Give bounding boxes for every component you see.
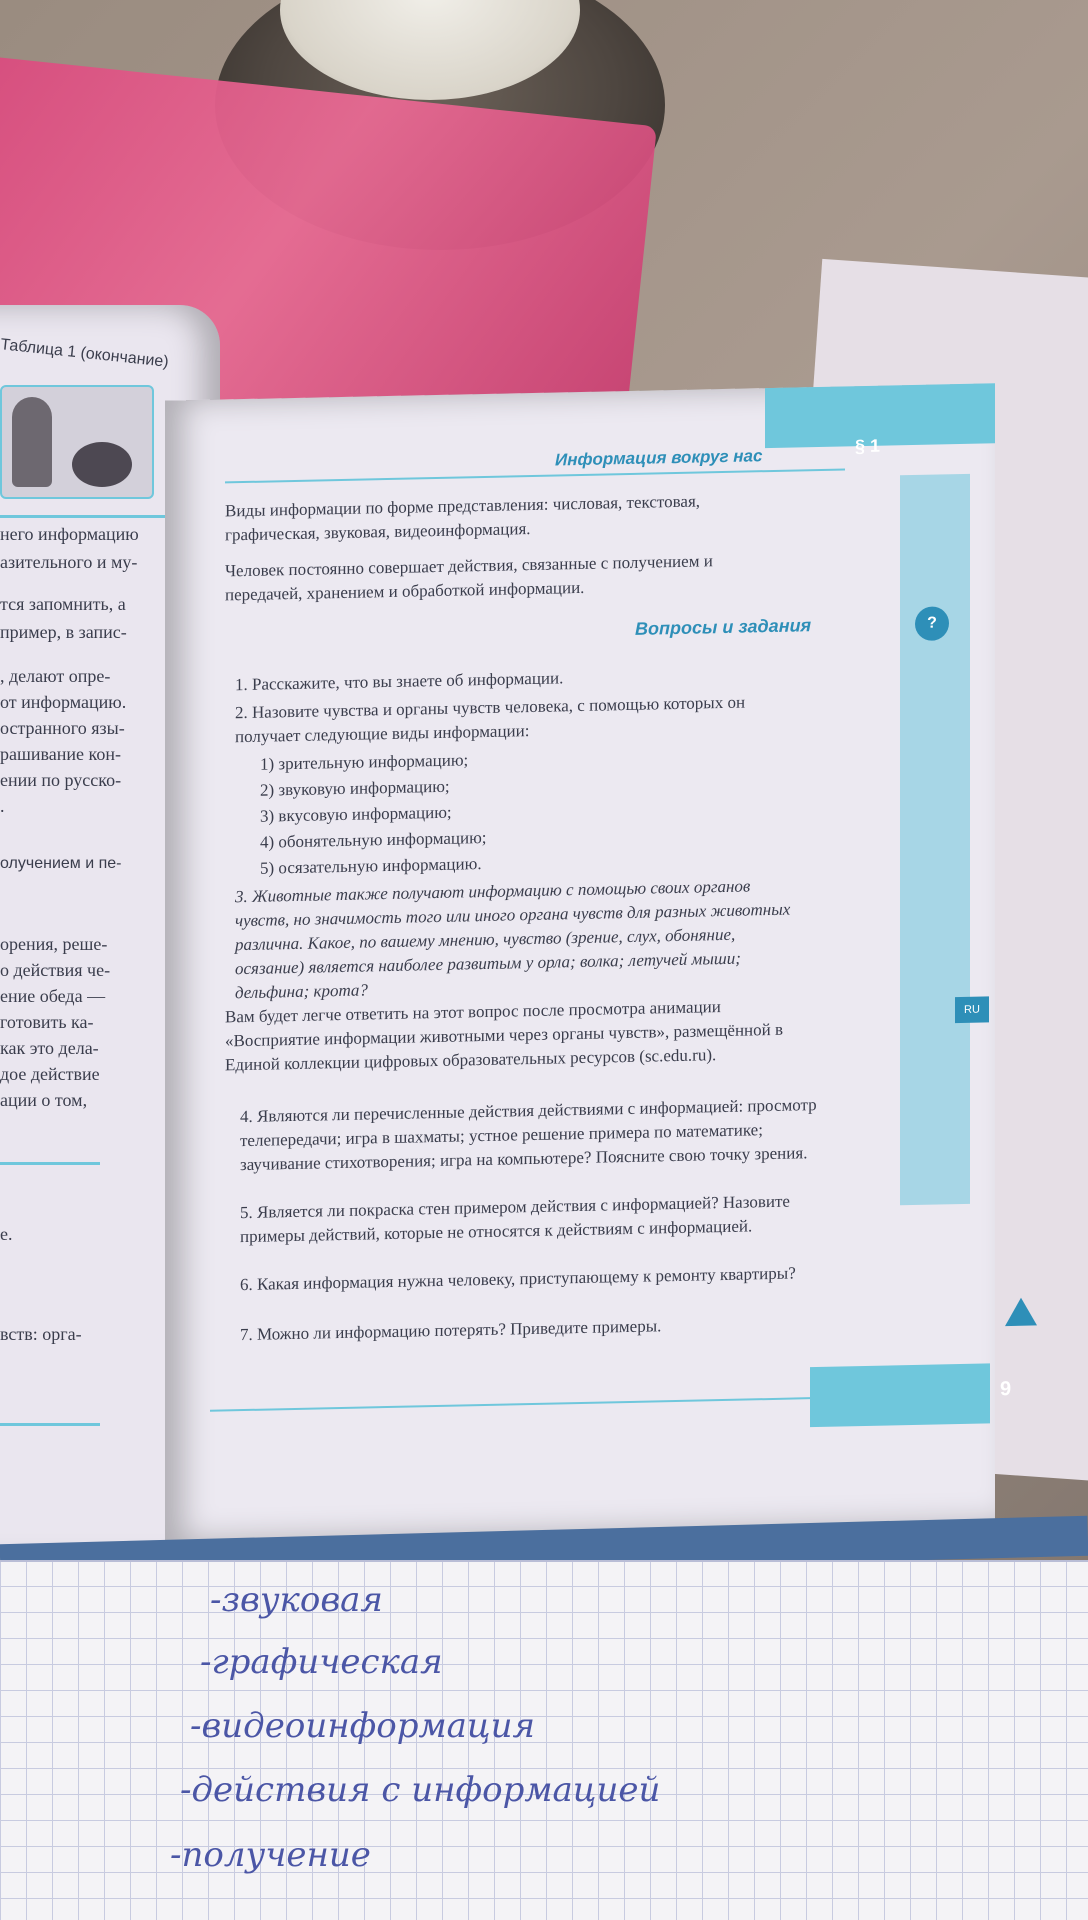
- character-figure: [12, 397, 52, 487]
- handwritten-line: -действия с информацией: [180, 1770, 661, 1810]
- left-line: дое действие: [0, 1064, 100, 1084]
- footer-line: [210, 1397, 810, 1412]
- handwritten-line: -звуковая: [210, 1580, 383, 1620]
- question-7: 7. Можно ли информацию потерять? Приведите примеры.: [240, 1316, 662, 1345]
- summary-text-2: Человек постоянно совершает действия, связанные с получением и передачей, хранением и обработкой информации.: [225, 551, 713, 605]
- section-marker: § 1: [855, 435, 881, 457]
- left-line: остранного язы-: [0, 718, 125, 738]
- question-2-item: 4) обонятельную информацию;: [260, 827, 487, 852]
- left-line: пример, в запис-: [0, 622, 127, 642]
- summary-text-1: Виды информации по форме представления: числовая, текстовая, графическая, звуковая, видеоинформация.: [225, 491, 701, 545]
- resource-tab[interactable]: RU: [955, 996, 989, 1023]
- left-line: него информацию: [0, 524, 139, 544]
- left-line: е.: [0, 1224, 13, 1244]
- left-line: орения, реше-: [0, 934, 108, 954]
- left-divider: [0, 1423, 100, 1426]
- question-2-item: 2) звуковую информацию;: [260, 776, 450, 800]
- left-line: вств: орга-: [0, 1324, 82, 1344]
- notebook-margin-line: [0, 1560, 1088, 1562]
- left-line: о действия че-: [0, 960, 111, 980]
- running-head: Информация вокруг нас: [555, 446, 763, 470]
- left-line: ации о том,: [0, 1090, 88, 1110]
- left-line: как это дела-: [0, 1038, 99, 1058]
- notebook: [0, 1560, 1088, 1920]
- left-line: рашивание кон-: [0, 744, 121, 764]
- left-divider: [0, 1162, 100, 1165]
- left-line: готовить ка-: [0, 1012, 94, 1032]
- page-number: 9: [1000, 1377, 1012, 1401]
- handwritten-line: -графическая: [200, 1642, 443, 1682]
- handwritten-line: -получение: [170, 1835, 371, 1875]
- question-2-item: 3) вкусовую информацию;: [260, 802, 452, 826]
- head-underline: [225, 468, 845, 483]
- question-1: 1. Расскажите, что вы знаете об информации.: [235, 668, 564, 695]
- left-line: .: [0, 796, 5, 816]
- cheburashka-figure: [72, 442, 132, 487]
- handwritten-line: -видеоинформация: [190, 1706, 536, 1746]
- question-2-item: 1) зрительную информацию;: [260, 750, 469, 774]
- illustration-cartoon: [0, 385, 154, 499]
- side-strip: [900, 474, 970, 1205]
- triangle-icon: [1005, 1297, 1037, 1326]
- left-divider: [0, 515, 190, 518]
- left-line: азительного и му-: [0, 552, 138, 572]
- question-3: 3. Животные также получают информацию с помощью своих органов чувств, но значимость того или иного органа чувств для разных животных различна. Какое, по вашему мнению, чувство (зрение, слух, обоняние, осязание) является наиболее развитым у орла; волка; летучей мыши; дельфина; крота?: [235, 876, 791, 1003]
- table-caption: Таблица 1 (окончание): [0, 336, 170, 371]
- section-title: Вопросы и задания: [635, 615, 812, 639]
- animation-hint: Вам будет легче ответить на этот вопрос после просмотра анимации «Восприятие информации животными через органы чувств», размещённой в Единой коллекции цифровых образовательных ресурсов (sc.edu.ru).: [225, 997, 784, 1075]
- right-page: [165, 383, 1012, 1540]
- question-2-item: 5) осязательную информацию.: [260, 854, 482, 878]
- left-line: ение обеда —: [0, 986, 106, 1006]
- left-line: тся запомнить, а: [0, 594, 126, 614]
- left-line: от информацию.: [0, 692, 127, 712]
- question-6: 6. Какая информация нужна человеку, приступающему к ремонту квартиры?: [240, 1263, 796, 1295]
- left-line: олучением и пе-: [0, 855, 122, 872]
- question-icon: ?: [915, 606, 949, 641]
- question-2: 2. Назовите чувства и органы чувств человека, с помощью которых он получает следующие виды информации:: [235, 692, 746, 747]
- footer-bar: [810, 1363, 990, 1427]
- question-4: 4. Являются ли перечисленные действия действиями с информацией: просмотр телепередачи; игра в шахматы; устное решение примера по математике; заучивание стихотворения; игра на компьютере? Поясните свою точку зрения.: [240, 1095, 817, 1175]
- left-line: , делают опре-: [0, 666, 111, 686]
- question-5: 5. Является ли покраска стен примером действия с информацией? Назовите примеры действий, которые не относятся к действиям с информацией.: [240, 1191, 790, 1247]
- left-line: ении по русско-: [0, 770, 122, 790]
